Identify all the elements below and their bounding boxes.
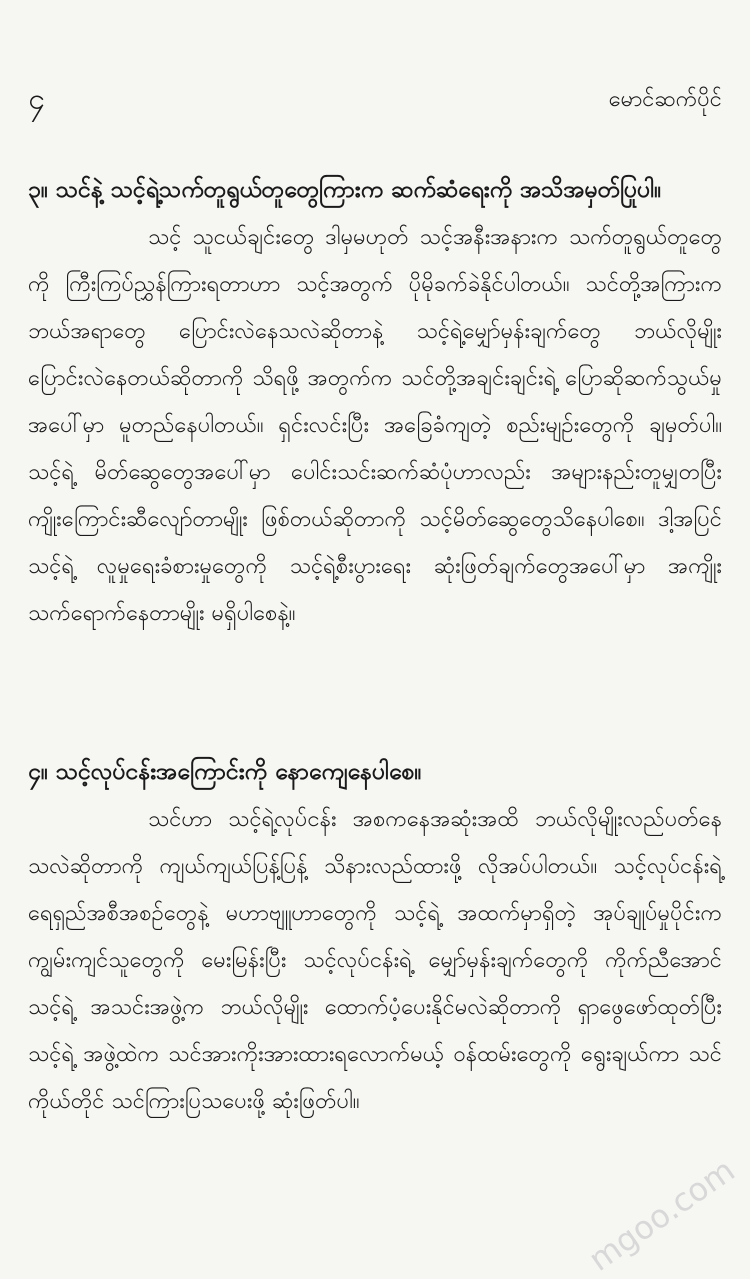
section-3 bbox=[28, 170, 722, 637]
watermark: mgoo.com bbox=[582, 1150, 742, 1279]
section-body: သင်ဟာ သင့်ရဲ့လုပ်ငန်း အစကနေအဆုံးအထိ ဘယ်လိုမျိုးလည်ပတ်နေသလဲဆိုတာကို ကျယ်ကျယ်ပြန့်ပြန့် သိနားလည်ထားဖို့ လိုအပ်ပါတယ်။ သင့်လုပ်ငန်းရဲ့ ရေရှည်အစီအစဉ်တွေနဲ့ မဟာဗျူဟာတွေကို သင့်ရဲ့ အထက်မှာရှိတဲ့ အုပ်ချုပ်မှုပိုင်းက ကျွမ်းကျင်သူတွေကို မေးမြန်းပြီး သင့်လုပ်ငန်းရဲ့ မျှော်မှန်းချက်တွေကို ကိုက်ညီအောင် သင့်ရဲ့ အသင်းအဖွဲ့က ဘယ်လိုမျိုး ထောက်ပံ့ပေးနိုင်မလဲဆိုတာကို ရှာဖွေဖော်ထုတ်ပြီး သင့်ရဲ့ အဖွဲ့ထဲက သင်အားကိုးအားထားရလောက်မယ့် ဝန်ထမ်းတွေကို ရွေးချယ်ကာ သင်ကိုယ်တိုင် သင်ကြားပြသပေးဖို့ ဆုံးဖြတ်ပါ။ bbox=[28, 807, 722, 1114]
running-header-author: မောင်ဆက်ပိုင် bbox=[608, 87, 722, 112]
section-heading: ၄။ သင့်လုပ်ငန်းအကြောင်းကို နောကျေနေပါစေ။ bbox=[28, 759, 422, 785]
page-number: ၄ bbox=[28, 82, 45, 117]
section-4 bbox=[28, 752, 722, 1125]
section-body: သင့် သူငယ်ချင်းတွေ ဒါမှမဟုတ် သင့်အနီးအနားက သက်တူရွယ်တူတွေကို ကြီးကြပ်ညွှန်ကြားရတာဟာ သင့်အတွက် ပိုမိုခက်ခဲနိုင်ပါတယ်။ သင်တို့အကြားက ဘယ်အရာတွေ ပြောင်းလဲနေသလဲဆိုတာနဲ့ သင့်ရဲ့မျှော်မှန်းချက်တွေ ဘယ်လိုမျိုး ပြောင်းလဲနေတယ်ဆိုတာကို သိရဖို့ အတွက်က သင်တို့အချင်းချင်းရဲ့ ပြောဆိုဆက်သွယ်မှုအပေါ်မှာ မူတည်နေပါတယ်။ ရှင်းလင်းပြီး အခြေခံကျတဲ့ စည်းမျဉ်းတွေကို ချမှတ်ပါ။ သင့်ရဲ့ မိတ်ဆွေတွေအပေါ်မှာ ပေါင်းသင်းဆက်ဆံပုံဟာလည်း အများနည်းတူမျှတပြီး ကျိုးကြောင်းဆီလျော်တာမျိုး ဖြစ်တယ်ဆိုတာကို သင့်မိတ်ဆွေတွေသိနေပါစေ။ ဒါ့အပြင် သင့်ရဲ့ လူမှုရေးခံစားမှုတွေကို သင့်ရဲ့စီးပွားရေး ဆုံးဖြတ်ချက်တွေအပေါ်မှာ အကျိုးသက်ရောက်နေတာမျိုး မရှိပါစေနဲ့။ bbox=[28, 225, 722, 626]
section-heading: ၃။ သင်နဲ့ သင့်ရဲ့သက်တူရွယ်တူတွေကြားက ဆက်ဆံရေးကို အသိအမှတ်ပြုပါ။ bbox=[28, 177, 662, 203]
